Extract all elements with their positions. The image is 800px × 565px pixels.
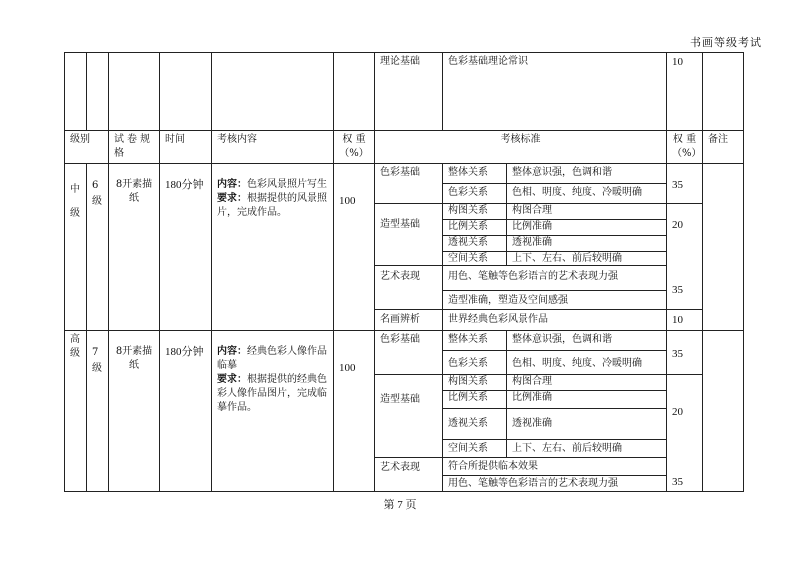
header-weight2 — [666, 130, 702, 163]
aspect-cell: 整体关系 — [442, 330, 506, 350]
criterion-cell: 比例准确 — [506, 390, 666, 408]
aspect-cell: 比例关系 — [442, 219, 506, 235]
aspect-cell: 空间关系 — [442, 251, 506, 265]
requirement-label: 要求： — [217, 374, 247, 385]
exam-content — [211, 163, 333, 330]
cell-empty — [64, 52, 86, 130]
header-time: 时间 — [159, 130, 211, 163]
grade: 6级 — [86, 163, 108, 330]
cell-empty — [86, 52, 108, 130]
criterion-cell: 造型准确，塑造及空间感强 — [442, 290, 666, 309]
criterion-cell: 透视准确 — [506, 408, 666, 439]
content-text: 经典色彩人像作品临摹 — [217, 346, 327, 371]
aspect-cell: 色彩关系 — [442, 183, 506, 203]
aspect-cell: 构图关系 — [442, 203, 506, 219]
header-level: 级别 — [64, 130, 108, 163]
page-number: 第 7 页 — [383, 499, 417, 511]
header-weight-unit: （%） — [339, 148, 369, 159]
remark-cell — [702, 330, 744, 492]
requirement-line — [217, 373, 328, 415]
aspect-cell: 透视关系 — [442, 408, 506, 439]
criterion-cell: 世界经典色彩风景作品 — [442, 309, 666, 330]
cell-empty — [159, 52, 211, 130]
content-label: 内容： — [217, 179, 247, 190]
aspect-cell: 整体关系 — [442, 163, 506, 183]
category-cell: 名画辨析 — [374, 309, 442, 330]
category-cell: 造型基础 — [374, 203, 442, 265]
aspect-cell: 色彩关系 — [442, 350, 506, 374]
section-weight: 100 — [333, 163, 374, 330]
paper-spec: 8开素描纸 — [108, 163, 159, 330]
cell-empty — [333, 52, 374, 130]
header-standard: 考核标准 — [374, 130, 666, 163]
header-weight — [333, 130, 374, 163]
group-weight: 10 — [666, 309, 702, 330]
cell-empty — [702, 52, 744, 130]
group-weight: 35 — [666, 265, 702, 309]
remark-cell — [702, 163, 744, 330]
aspect-cell: 透视关系 — [442, 235, 506, 251]
criterion-cell: 透视准确 — [506, 235, 666, 251]
requirement-text: 根据提供的经典色彩人像作品图片，完成临摹作品。 — [217, 374, 327, 413]
requirement-line — [217, 192, 328, 220]
category-cell: 艺术表现 — [374, 457, 442, 492]
criterion-cell: 比例准确 — [506, 219, 666, 235]
category-cell: 艺术表现 — [374, 265, 442, 309]
exam-time: 180分钟 — [159, 330, 211, 492]
top-weight: 10 — [666, 52, 702, 130]
group-weight: 35 — [666, 330, 702, 374]
page-header-title: 书画等级考试 — [690, 36, 762, 49]
top-category: 理论基础 — [374, 52, 442, 130]
criterion-cell: 上下、左右、前后较明确 — [506, 439, 666, 457]
cell-empty — [108, 52, 159, 130]
criterion-cell: 整体意识强，色调和谐 — [506, 163, 666, 183]
category-cell: 色彩基础 — [374, 163, 442, 203]
criterion-cell: 用色、笔触等色彩语言的艺术表现力强 — [442, 475, 666, 492]
header-weight2-label: 权 重 — [672, 134, 697, 145]
level-name: 高级 — [64, 330, 86, 492]
header-weight-label: 权 重 — [342, 134, 366, 145]
grade: 7级 — [86, 330, 108, 492]
aspect-cell: 构图关系 — [442, 374, 506, 390]
criterion-cell: 上下、左右、前后较明确 — [506, 251, 666, 265]
header-paper: 试卷规格 — [108, 130, 159, 163]
criterion-cell: 整体意识强，色调和谐 — [506, 330, 666, 350]
exam-content — [211, 330, 333, 492]
criterion-cell: 色相、明度、纯度、冷暖明确 — [506, 183, 666, 203]
requirement-label: 要求： — [217, 193, 247, 204]
criterion-cell: 构图合理 — [506, 203, 666, 219]
content-line — [217, 345, 328, 373]
group-weight: 20 — [666, 374, 702, 457]
criterion-cell: 用色、笔触等色彩语言的艺术表现力强 — [442, 265, 666, 290]
content-label: 内容： — [217, 346, 247, 357]
criterion-cell: 构图合理 — [506, 374, 666, 390]
header-weight2-unit: （%） — [672, 148, 702, 159]
exam-time: 180分钟 — [159, 163, 211, 330]
aspect-cell: 空间关系 — [442, 439, 506, 457]
header-content: 考核内容 — [211, 130, 333, 163]
criterion-cell: 符合所提供临本效果 — [442, 457, 666, 475]
section-weight: 100 — [333, 330, 374, 492]
requirement-text: 根据提供的风景照片，完成作品。 — [217, 193, 327, 218]
content-line — [217, 178, 328, 192]
header-remark: 备注 — [702, 130, 744, 163]
level-name: 中级 — [64, 163, 86, 330]
content-text: 色彩风景照片写生 — [247, 179, 327, 190]
cell-empty — [211, 52, 333, 130]
top-standard: 色彩基础理论常识 — [442, 52, 666, 130]
group-weight: 20 — [666, 203, 702, 265]
paper-spec: 8开素描纸 — [108, 330, 159, 492]
aspect-cell: 比例关系 — [442, 390, 506, 408]
category-cell: 色彩基础 — [374, 330, 442, 374]
group-weight: 35 — [666, 163, 702, 203]
group-weight: 35 — [666, 457, 702, 492]
category-cell: 造型基础 — [374, 374, 442, 457]
criterion-cell: 色相、明度、纯度、冷暖明确 — [506, 350, 666, 374]
